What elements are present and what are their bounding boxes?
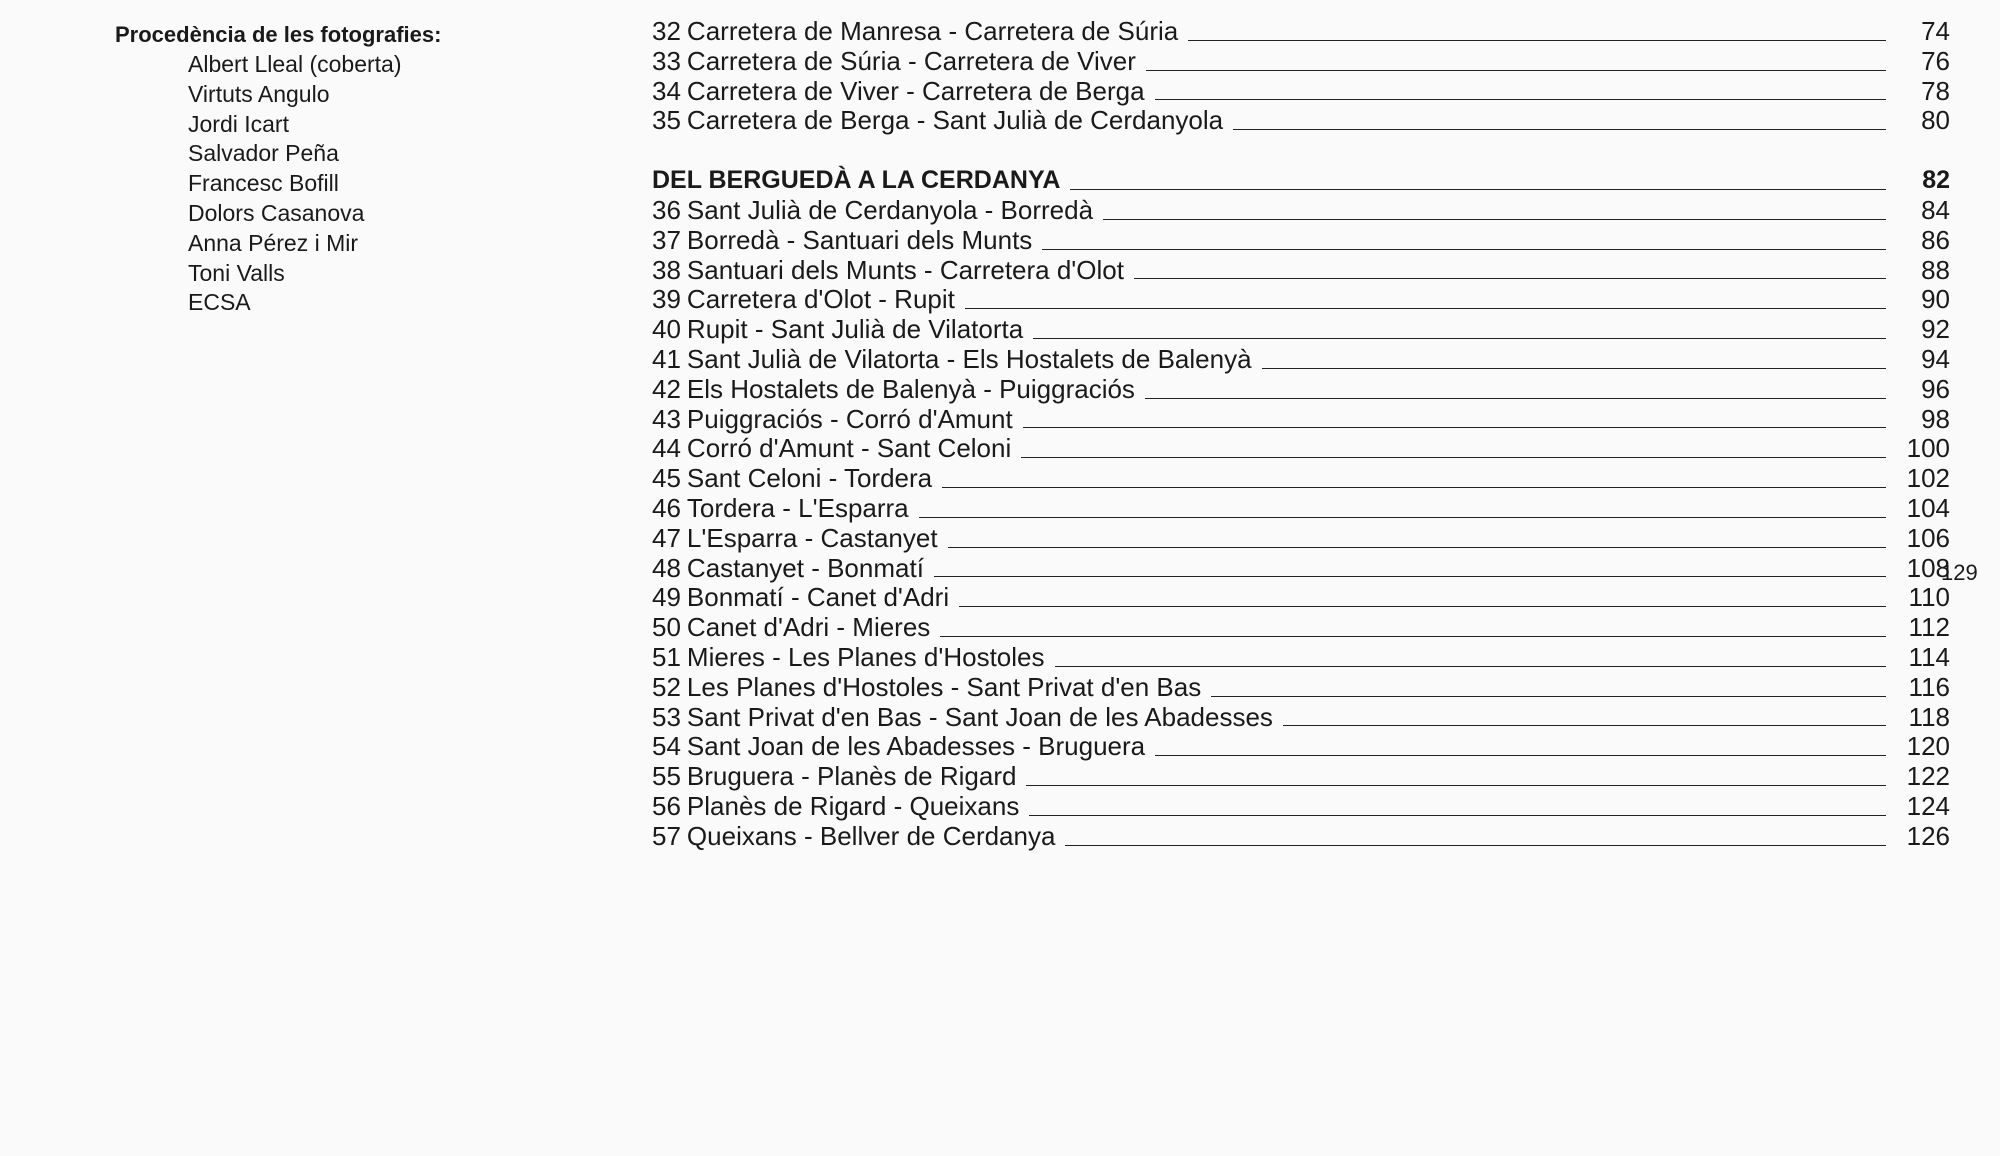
toc-entry-number: 37 [652,224,681,255]
toc-entry-label [652,345,1262,375]
toc-entry-title: Sant Celoni - Tordera [686,463,933,494]
leader-line [1146,69,1886,71]
toc-page-number: 86 [1921,224,1950,255]
toc-page-number: 116 [1908,671,1950,702]
credits-list [115,50,595,318]
credit-name: ECSA [188,289,251,316]
toc-entry [652,105,1950,136]
toc-entry-title: Tordera - L'Esparra [686,492,909,523]
toc-entry [652,343,1950,375]
photo-credits [115,20,595,318]
credits-title: Procedència de les fotografies: [115,22,442,47]
toc-entry [652,284,1950,315]
toc-entry-label [652,583,959,613]
toc-page-number: 122 [1906,761,1950,792]
leader-line [1155,98,1886,100]
toc-entry [652,463,1950,494]
toc-entry-label [652,434,1021,464]
toc-entry [652,45,1950,77]
toc-entry-number: 56 [652,790,681,821]
toc-entry-number: 50 [652,612,681,643]
toc-entry [652,790,1950,822]
toc-page-number: 94 [1921,343,1950,374]
toc-entry-label [652,166,1070,196]
leader-line [1023,426,1886,428]
toc-entry-title: Carretera de Manresa - Carretera de Súria [686,16,1179,46]
leader-line [959,605,1886,607]
toc-entry-number: 34 [652,75,681,106]
toc-entry-title: Carretera de Berga - Sant Julià de Cerdanyola [686,105,1224,136]
toc-entry-title: Castanyet - Bonmatí [686,552,924,583]
toc-page-number: 106 [1906,522,1950,553]
page-number: 129 [1941,560,1978,585]
toc-entry [652,522,1950,554]
toc-entry-number: 43 [652,403,681,434]
toc-page-number: 112 [1908,612,1950,643]
toc-entry-number: 51 [652,641,681,672]
toc-entry-title: Borredà - Santuari dels Munts [686,224,1033,255]
toc-entry-label [652,405,1023,435]
toc-entry [652,492,1950,524]
toc-page-number: 126 [1906,820,1950,851]
toc-entry-number: 44 [652,433,681,464]
table-of-contents [652,16,1950,852]
toc-entry-label [652,375,1145,405]
toc-entry [652,314,1950,345]
toc-entry-number: 46 [652,492,681,523]
toc-entry-label [652,196,1103,226]
toc-entry-title: L'Esparra - Castanyet [686,522,938,553]
toc-entry-label [652,732,1155,762]
credit-name: Jordi Icart [188,110,289,137]
toc-entry-number: 49 [652,582,681,613]
toc-entry-title: Corró d'Amunt - Sant Celoni [686,433,1012,464]
toc-entry [652,373,1950,405]
toc-entry-title: Rupit - Sant Julià de Vilatorta [686,314,1024,345]
toc-page-number: 102 [1906,463,1950,494]
toc-entry-title: Carretera de Viver - Carretera de Berga [686,75,1145,106]
leader-line [1029,814,1886,816]
toc-entry-title: Mieres - Les Planes d'Hostoles [686,641,1045,672]
leader-line [1055,665,1887,667]
leader-line [1033,337,1886,339]
toc-page-number: 114 [1908,641,1950,672]
toc-page-number: 84 [1921,194,1950,225]
credit-name: Virtuts Angulo [188,80,330,107]
toc-entry-title: Sant Julià de Vilatorta - Els Hostalets de Balenyà [686,343,1252,374]
toc-page-number: 118 [1908,701,1950,732]
toc-entry [652,761,1950,792]
toc-entry-number: 52 [652,671,681,702]
leader-line [1070,188,1886,190]
toc-entry [652,433,1950,464]
toc-page-number: 98 [1921,403,1950,434]
credit-name: Toni Valls [188,259,285,286]
toc-entry-title: Sant Privat d'en Bas - Sant Joan de les Abadesses [686,701,1273,732]
toc-entry [652,612,1950,643]
toc-entry [652,641,1950,673]
toc-spacer [652,136,1902,166]
toc-entry [652,224,1950,256]
leader-line [948,546,1886,548]
toc-page-number: 82 [1922,166,1950,195]
toc-entry [652,16,1950,47]
toc-entry-title: Bonmatí - Canet d'Adri [686,582,950,613]
leader-line [1021,456,1886,458]
toc-page-number: 110 [1908,582,1950,613]
toc-entry-title: Els Hostalets de Balenyà - Puiggraciós [686,373,1135,404]
leader-line [942,486,1886,488]
toc-page-number: 96 [1921,373,1950,404]
toc-entry-number: 45 [652,463,681,494]
toc-page-number: 104 [1906,492,1950,523]
leader-line [1065,844,1886,846]
toc-entry-label [652,106,1233,136]
toc-entry-label [652,256,1134,286]
toc-entry-number: 53 [652,701,681,732]
leader-line [1042,248,1886,250]
leader-line [934,575,1886,577]
leader-line [1155,754,1886,756]
toc-entry [652,194,1950,226]
leader-line [1103,218,1886,220]
toc-entry-number: 55 [652,761,681,792]
toc-entry-title: Puiggraciós - Corró d'Amunt [686,403,1013,434]
toc-entry-label [652,792,1029,822]
toc-page-number: 90 [1921,284,1950,315]
toc-entry-label [652,285,965,315]
leader-line [1211,695,1886,697]
toc-entry-number: 36 [652,194,681,225]
leader-line [1283,724,1886,726]
toc-entry [652,552,1950,584]
toc-entry [652,701,1950,733]
toc-entry-label [652,464,942,494]
toc-page-number: 92 [1921,314,1950,345]
toc-page-number: 76 [1921,45,1950,76]
toc-entry-label [652,524,948,554]
toc-page-number: 74 [1921,16,1950,46]
toc-entry-label [652,494,919,524]
leader-line [965,307,1886,309]
credit-name: Francesc Bofill [188,170,339,197]
toc-entry-number: 48 [652,552,681,583]
leader-line [1026,784,1886,786]
toc-entry-title: Sant Julià de Cerdanyola - Borredà [686,194,1094,225]
leader-line [940,635,1886,637]
leader-line [1188,39,1886,41]
toc-page-number: 88 [1921,254,1950,285]
credit-name: Albert Lleal (coberta) [188,51,402,77]
toc-page-number: 124 [1906,790,1950,821]
toc-entry [652,820,1950,852]
toc-entry-number: 42 [652,373,681,404]
toc-entry-label [652,77,1155,107]
toc-page-number: 120 [1906,731,1950,762]
leader-line [1233,128,1886,130]
toc-entry-label [652,703,1283,733]
leader-line [1145,397,1886,399]
toc-entry [652,75,1950,107]
toc-entry [652,671,1950,703]
toc-entry-number: 33 [652,45,681,76]
toc-entry-number: 32 [652,16,681,46]
toc-entry-label [652,226,1042,256]
leader-line [919,516,1886,518]
toc-page-number: 80 [1921,105,1950,136]
toc-entry [652,582,1950,613]
toc-entry-title: Planès de Rigard - Queixans [686,790,1020,821]
toc-entry-title: Queixans - Bellver de Cerdanya [686,820,1056,851]
credit-name: Dolors Casanova [188,199,365,226]
credit-name: Salvador Peña [188,140,339,167]
toc-entry-label [652,315,1033,345]
toc-entry-number: 38 [652,254,681,285]
toc-entry-title: Canet d'Adri - Mieres [686,612,931,643]
toc-entry-number: 57 [652,820,681,851]
toc-entry-number: 47 [652,522,681,553]
toc-page-number: 100 [1906,433,1950,464]
toc-entry-title: Santuari dels Munts - Carretera d'Olot [686,254,1124,285]
toc-entry-title: Les Planes d'Hostoles - Sant Privat d'en Bas [686,671,1202,702]
toc-entry-number: 54 [652,731,681,762]
toc-entry-title: Sant Joan de les Abadesses - Bruguera [686,731,1146,762]
toc-entry-title: Carretera de Súria - Carretera de Viver [686,45,1136,76]
toc-entry [652,403,1950,435]
toc-page-number: 78 [1921,75,1950,106]
toc-entry-label [652,762,1026,792]
toc-entry [652,254,1950,286]
toc-entry [652,731,1950,762]
toc-section-heading [652,166,1950,196]
section-title: DEL BERGUEDÀ A LA CERDANYA [652,166,1061,195]
leader-line [1262,367,1886,369]
toc-entry-title: Bruguera - Planès de Rigard [686,761,1017,792]
toc-entry-label [652,613,940,643]
toc-entry-label [652,673,1211,703]
toc-entry-number: 40 [652,314,681,345]
toc-entry-number: 35 [652,105,681,136]
toc-entry-label [652,643,1055,673]
toc-entry-label [652,554,934,584]
toc-entry-label [652,47,1146,77]
credit-name: Anna Pérez i Mir [188,229,359,256]
toc-entry-title: Carretera d'Olot - Rupit [686,284,955,315]
toc-entry-label [652,17,1188,47]
toc-entry-number: 39 [652,284,681,315]
toc-entry-number: 41 [652,343,681,374]
leader-line [1134,277,1886,279]
toc-page-number: 108 [1906,552,1950,583]
toc-entry-label [652,822,1065,852]
